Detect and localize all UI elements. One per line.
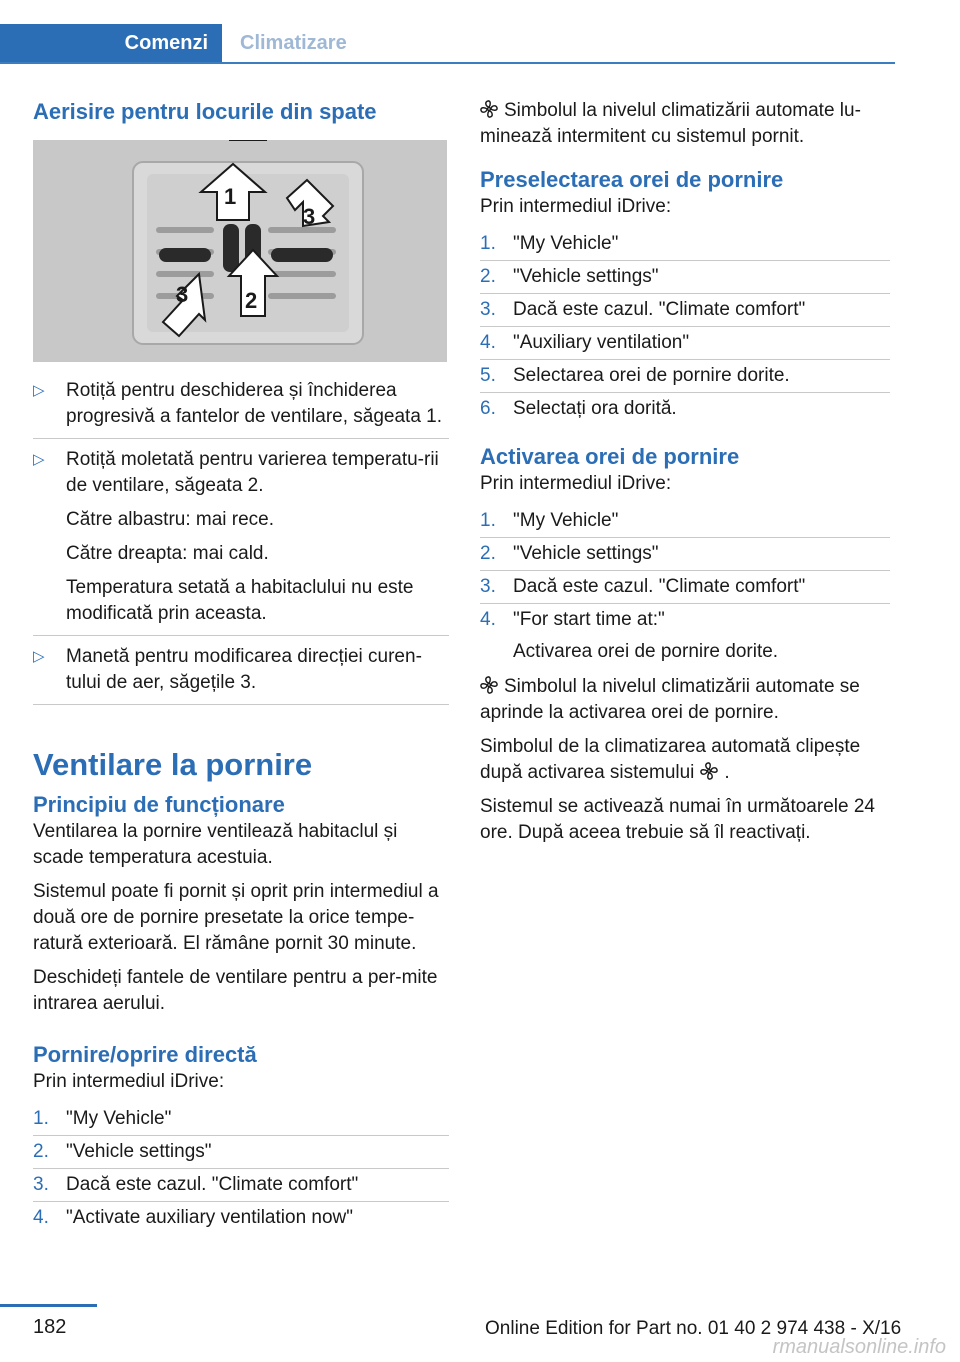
list-item: ▷ Rotiță pentru deschiderea și închiderea progresivă a fantelor de ventilare, săgeata 1. (33, 370, 449, 439)
list-item: 1. "My Vehicle" (33, 1103, 449, 1136)
direct-steps-list (33, 1103, 449, 1234)
vent-label-3b: 3 (176, 282, 189, 307)
principle-paragraph-3: Deschideți fantele de ventilare pentru a per‐mite intrarea aerului. (33, 967, 438, 1014)
fan-icon (480, 676, 498, 694)
list-item: 5. Selectarea orei de pornire dorite. (480, 360, 890, 393)
right-column (480, 98, 890, 854)
list-item: 1. "My Vehicle" (480, 505, 890, 538)
footer-accent-line (0, 1304, 97, 1307)
list-item: 3. Dacă este cazul. "Climate comfort" (33, 1169, 449, 1202)
tab-comenzi[interactable]: Comenzi (0, 24, 222, 62)
activate-title: Activarea orei de pornire (480, 444, 740, 469)
list-item: 2. "Vehicle settings" (480, 261, 890, 294)
principle-title: Principiu de funcționare (33, 792, 285, 817)
triangle-bullet-icon: ▷ (33, 382, 45, 399)
page-number: 182 (33, 1316, 67, 1338)
list-item: 6. Selectați ora dorită. (480, 398, 677, 419)
list-item: 4. "For start time at:" Activarea orei de pornire dorite. (480, 609, 779, 662)
direct-start-title: Pornire/oprire directă (33, 1042, 257, 1067)
activate-steps-list (480, 505, 890, 668)
triangle-bullet-icon: ▷ (33, 451, 45, 468)
vent-label-1: 1 (224, 184, 237, 209)
list-item: ▷ Rotiță moletată pentru varierea temperatu‐rii de ventilare, săgeata 2. Către albastru: mai rece. Către dreapta: mai cald. Temperatura setată a habitaclului nu este modificată prin aceasta. (33, 439, 449, 636)
activate-intro: Prin intermediul iDrive: (480, 473, 672, 494)
tab-climatizare[interactable]: Climatizare (240, 31, 347, 54)
preselect-steps-list (480, 228, 890, 425)
direct-intro: Prin intermediul iDrive: (33, 1071, 225, 1092)
left-column (33, 98, 449, 1240)
list-item: 2. "Vehicle settings" (33, 1136, 449, 1169)
list-item: 2. "Vehicle settings" (480, 538, 890, 571)
list-item: 3. Dacă este cazul. "Climate comfort" (480, 294, 890, 327)
section-title-rear-vents: Aerisire pentru locurile din spate (33, 99, 377, 124)
triangle-bullet-icon: ▷ (33, 648, 45, 665)
watermark: rmanualsonline.info (772, 1336, 946, 1358)
blink-note: Simbolul de la climatizarea automată clipește după activarea sistemului . (480, 736, 861, 783)
list-item: 4. "Activate auxiliary ventilation now" (33, 1207, 354, 1228)
header-bar (0, 24, 895, 64)
vent-label-2: 2 (245, 288, 258, 313)
final-note: Sistemul se activează numai în următoarele 24 ore. După aceea trebuie să îl reactivați. (480, 796, 875, 843)
principle-paragraph-1: Ventilarea la pornire ventilează habitaclul și scade temperatura acestuia. (33, 821, 398, 868)
principle-paragraph-2: Sistemul poate fi pornit și oprit prin intermediul a două ore de pornire presetate la orice tempe‐ratură exterioară. El rămâne pornit 30 minute. (33, 881, 439, 954)
rear-vent-illustration (33, 140, 447, 362)
fan-icon (700, 762, 718, 780)
list-item: 3. Dacă este cazul. "Climate comfort" (480, 571, 890, 604)
fan-note-1: Simbolul la nivelul climatizării automate lu‐minează intermitent cu sistemul pornit. (480, 100, 861, 147)
list-item: 1. "My Vehicle" (480, 228, 890, 261)
vent-controls-list (33, 370, 449, 705)
vent-label-3a: 3 (303, 204, 316, 229)
edition-text: Online Edition for Part no. 01 40 2 974 438 - X/16 (485, 1318, 902, 1339)
list-item: ▷ Manetă pentru modificarea direcției curen‐tului de aer, săgețile 3. (33, 636, 449, 705)
fan-note-2: Simbolul la nivelul climatizării automate se aprinde la activarea orei de pornire. (480, 676, 860, 723)
chapter-title: Ventilare la pornire (33, 747, 313, 782)
preselect-title: Preselectarea orei de pornire (480, 167, 784, 192)
preselect-intro: Prin intermediul iDrive: (480, 196, 672, 217)
fan-icon (480, 100, 498, 118)
list-item: 4. "Auxiliary ventilation" (480, 327, 890, 360)
